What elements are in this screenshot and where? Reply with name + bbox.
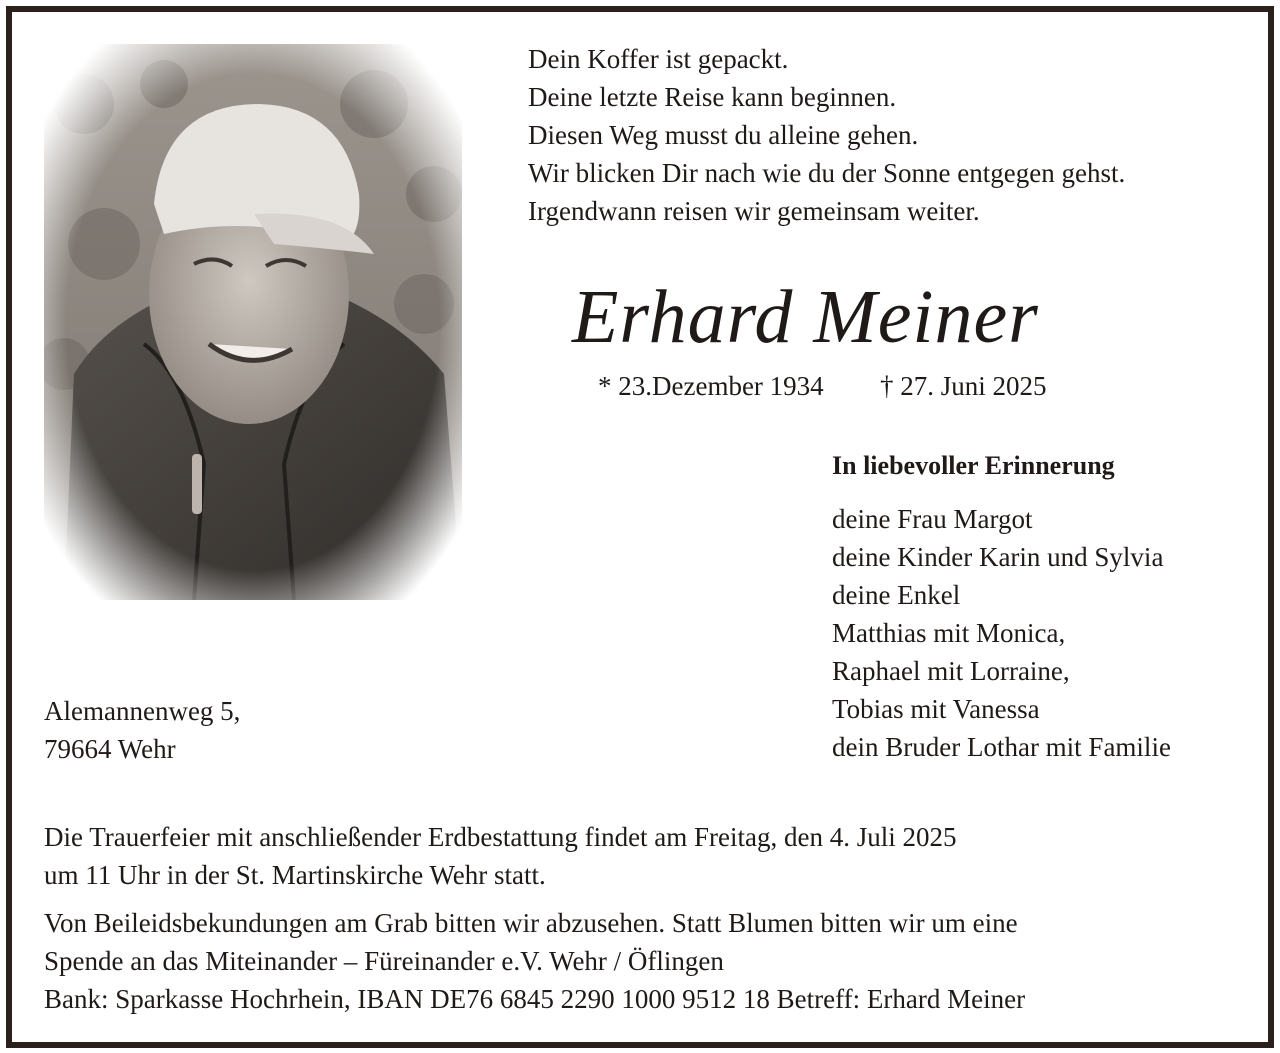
address-street: Alemannenweg 5, [44, 696, 241, 726]
mourner-line: Raphael mit Lorraine, [832, 656, 1070, 686]
memory-heading: In liebevoller Erinnerung [832, 451, 1115, 480]
notes-line: Von Beileidsbekundungen am Grab bitten wir abzusehen. Statt Blumen bitten wir um eine [44, 908, 1018, 938]
birth-date: * 23.Dezember 1934 [598, 371, 824, 401]
death-date: † 27. Juni 2025 [880, 371, 1047, 401]
portrait-photo [44, 44, 462, 600]
mourner-line: deine Frau Margot [832, 504, 1033, 534]
mourner-line: dein Bruder Lothar mit Familie [832, 732, 1171, 762]
address-city: 79664 Wehr [44, 734, 176, 764]
poem [528, 40, 1248, 230]
mourner-line: deine Kinder Karin und Sylvia [832, 542, 1164, 572]
poem-line: Diesen Weg musst du alleine gehen. [528, 120, 919, 150]
poem-line: Deine letzte Reise kann beginnen. [528, 82, 897, 112]
mourner-line: deine Enkel [832, 580, 961, 610]
ceremony-line: Die Trauerfeier mit anschließender Erdbestattung findet am Freitag, den 4. Juli 2025 [44, 822, 957, 852]
ceremony-info [44, 818, 957, 894]
poem-line: Dein Koffer ist gepackt. [528, 44, 789, 74]
address-block [44, 692, 240, 768]
poem-line: Irgendwann reisen wir gemeinsam weiter. [528, 196, 980, 226]
ceremony-line: um 11 Uhr in der St. Martinskirche Wehr statt. [44, 860, 546, 890]
mourner-line: Matthias mit Monica, [832, 618, 1066, 648]
mourners-list [832, 500, 1171, 766]
bank-details: Bank: Sparkasse Hochrhein, IBAN DE76 6845 2290 1000 9512 18 Betreff: Erhard Meiner [44, 984, 1026, 1014]
poem-line: Wir blicken Dir nach wie du der Sonne entgegen gehst. [528, 158, 1126, 188]
donation-notes [44, 904, 1025, 1018]
deceased-name: Erhard Meiner [572, 275, 1039, 359]
notes-line: Spende an das Miteinander – Füreinander e.V. Wehr / Öflingen [44, 946, 724, 976]
mourner-line: Tobias mit Vanessa [832, 694, 1040, 724]
